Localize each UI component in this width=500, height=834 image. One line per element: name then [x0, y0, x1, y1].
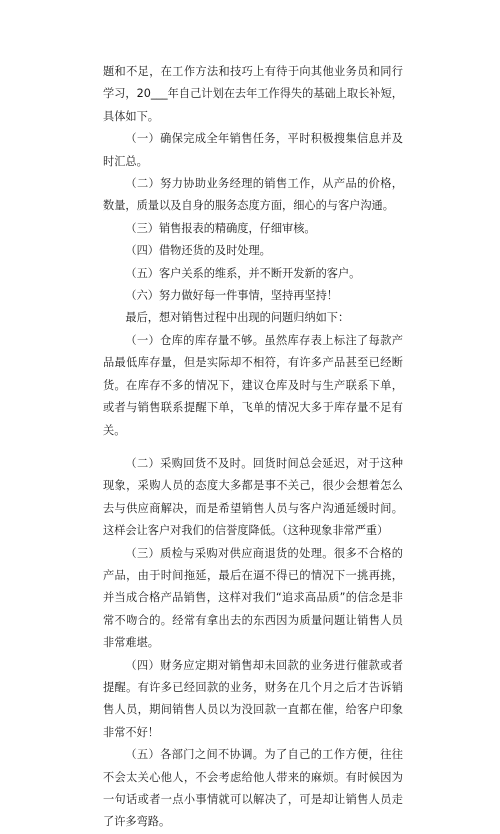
- plan-item-1: （一）确保完成全年销售任务，平时积极搜集信息并及时汇总。: [103, 132, 403, 168]
- problems-heading: 最后，想对销售过程中出现的问题归纳如下：: [125, 311, 350, 325]
- problem-item-1: （一）仓库的库存量不够。虽然库存表上标注了每款产品最低库存量，但是实际却不相符，有许多产品甚至已经断货。在库存不多的情况下，建议仓库及时与生产联系下单，或者与销售联系提醒下单，飞单的情况大多于库存量不足有关。: [103, 333, 403, 437]
- plan-item-2: （二）努力协助业务经理的销售工作，从产品的价格，数量，质量以及自身的服务态度方面，细心的与客户沟通。: [103, 177, 403, 213]
- plan-item-5: （五）客户关系的维系，并不断开发新的客户。: [125, 266, 361, 280]
- document-body: [103, 61, 403, 834]
- plan-item-6: （六）努力做好每一件事情，坚持再坚持！: [125, 289, 338, 303]
- problem-item-2: （二）采购回货不及时。回货时间总会延迟，对于这种现象，采购人员的态度大多都是事不关己，很少会想着怎么去与供应商解决，而是希望销售人员与客户沟通延缓时间。这样会让客户对我们的信誉度降低。（这种现象非常严重）: [103, 456, 403, 538]
- problem-item-3: （三）质检与采购对供应商退货的处理。很多不合格的产品，由于时间拖延，最后在逼不得已的情况下一挑再挑，并当成合格产品销售，这样对我们“追求高品质”的信念是非常不吻合的。经常有拿出去的东西因为质量问题让销售人员非常难堪。: [103, 546, 403, 650]
- plan-item-4: （四）借物还货的及时处理。: [125, 244, 271, 258]
- paragraph-intro: 题和不足，在工作方法和技巧上有待于向其他业务员和同行学习，20___年自己计划在去年工作得失的基础上取长补短，具体如下。: [103, 65, 403, 123]
- problem-item-4: （四）财务应定期对销售却未回款的业务进行催款或者提醒。有许多已经回款的业务，财务在几个月之后才告诉销售人员，期间销售人员以为没回款一直都在催，给客户印象非常不好！: [103, 658, 403, 739]
- problem-item-5: （五）各部门之间不协调。为了自己的工作方便，往往不会太关心他人，不会考虑给他人带来的麻烦。有时候因为一句话或者一点小事情就可以解决了，可是却让销售人员走了许多弯路。: [103, 748, 403, 829]
- plan-item-3: （三）销售报表的精确度，仔细审核。: [125, 221, 316, 235]
